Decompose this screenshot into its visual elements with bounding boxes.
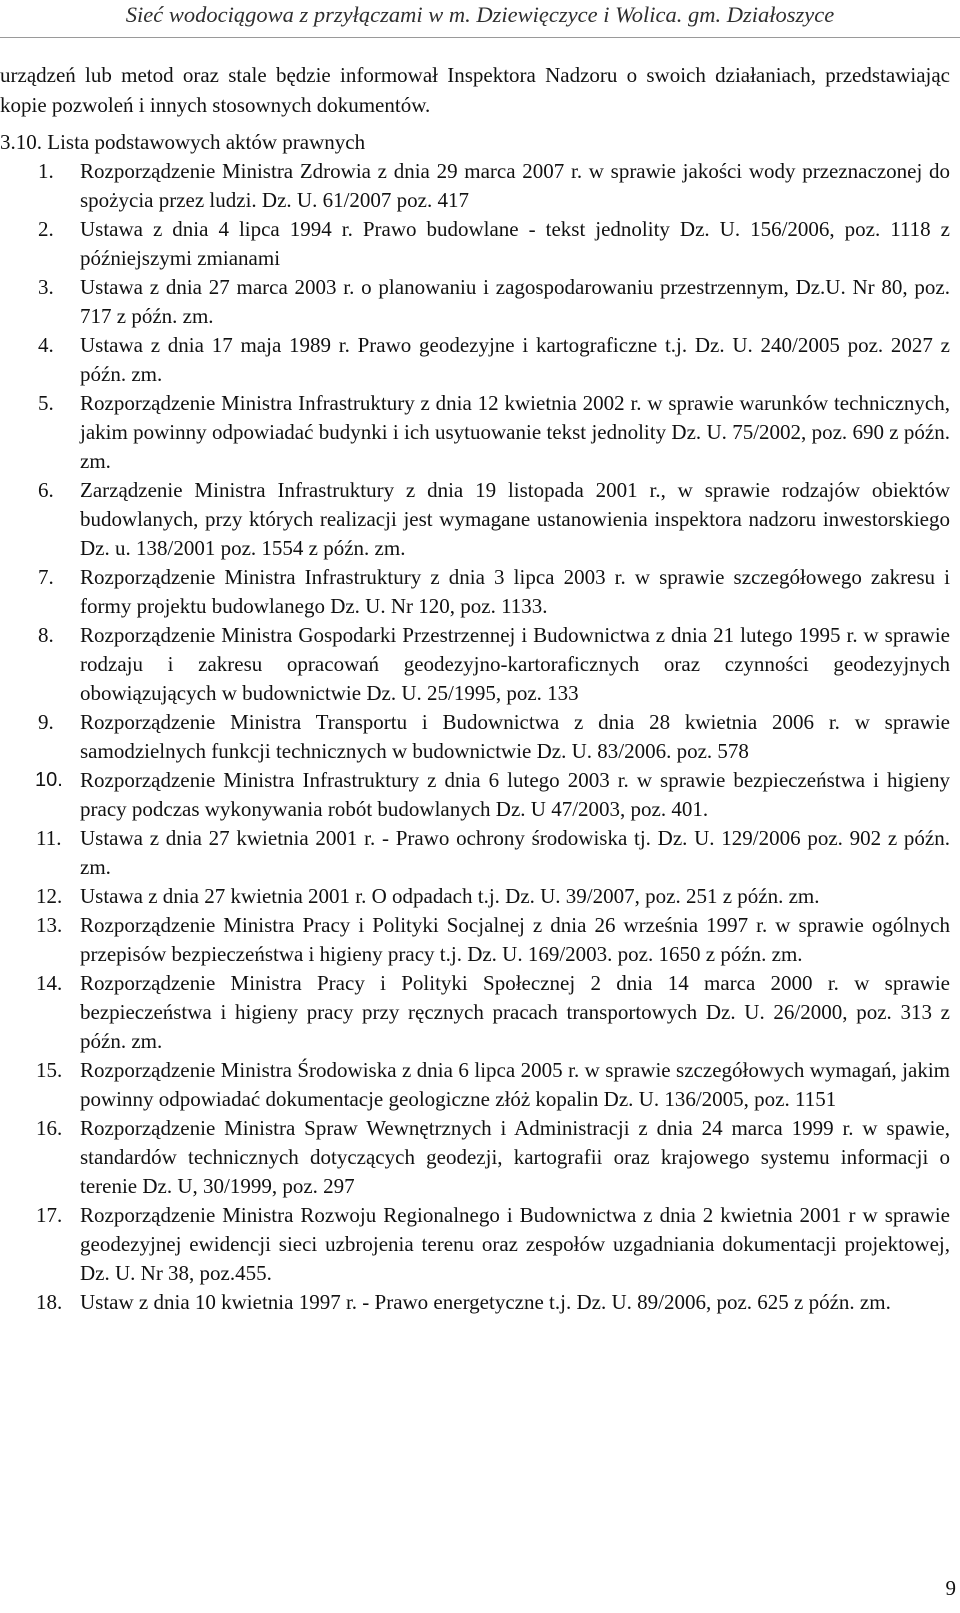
list-item-text: Rozporządzenie Ministra Gospodarki Przestrzennej i Budownictwa z dnia 21 lutego 1995 r. w sprawie rodzaju i zakresu opracowań geodezyjno-kartoraficznych oraz czynności geodezyjnych obowiązujących w budownictwie Dz. U. 25/1995, poz. 133	[80, 623, 950, 705]
list-item-number: 14.	[36, 971, 63, 995]
list-item-text: Rozporządzenie Ministra Infrastruktury z dnia 12 kwietnia 2002 r. w sprawie warunków technicznych, jakim powinny odpowiadać budynki i ich usytuowanie tekst jednolity Dz. U. 75/2002, poz. 690 z późn. zm.	[80, 391, 950, 473]
list-item-text: Rozporządzenie Ministra Pracy i Polityki Społecznej 2 dnia 14 marca 2000 r. w sprawie bezpieczeństwa i higieny pracy przy ręcznych pracach transportowych Dz. U. 26/2000, poz. 313 z późn. zm.	[80, 971, 950, 1053]
list-item	[0, 331, 950, 389]
header-title: Sieć wodociągowa z przyłączami w m. Dziewięczyce i Wolica. gm. Działoszyce	[125, 2, 835, 27]
list-item	[0, 273, 950, 331]
list-item-text: Rozporządzenie Ministra Transportu i Budownictwa z dnia 28 kwietnia 2006 r. w sprawie samodzielnych funkcji technicznych w budownictwie Dz. U. 83/2006. poz. 578	[80, 710, 950, 763]
list-item-text: Rozporządzenie Ministra Pracy i Polityki Socjalnej z dnia 26 września 1997 r. w sprawie ogólnych przepisów bezpieczeństwa i higieny pracy t.j. Dz. U. 169/2003. poz. 1650 z późn. zm.	[80, 913, 950, 966]
list-item-number: 8.	[38, 623, 54, 647]
list-item-text: Zarządzenie Ministra Infrastruktury z dnia 19 listopada 2001 r., w sprawie rodzajów obiektów budowlanych, przy których realizacji jest wymagane ustanowienia inspektora nadzoru inwestorskiego Dz. u. 138/2001 poz. 1554 z późn. zm.	[80, 478, 950, 560]
list-item-number: 18.	[36, 1290, 63, 1314]
list-item	[0, 1114, 950, 1201]
list-item-number: 13.	[36, 913, 63, 937]
list-item-number: 9.	[38, 710, 54, 734]
list-item	[0, 215, 950, 273]
list-item	[0, 563, 950, 621]
list-item-number: 16.	[36, 1116, 63, 1140]
list-item-text: Rozporządzenie Ministra Infrastruktury z dnia 6 lutego 2003 r. w sprawie bezpieczeństwa i higieny pracy podczas wykonywania robót budowlanych Dz. U 47/2003, poz. 401.	[80, 768, 950, 821]
page-header	[0, 0, 960, 36]
list-item-text: Ustawa z dnia 4 lipca 1994 r. Prawo budowlane - tekst jednolity Dz. U. 156/2006, poz. 1118 z późniejszymi zmianami	[80, 217, 950, 270]
list-item-number: 1.	[38, 159, 54, 183]
list-item	[0, 1201, 950, 1288]
document-body	[0, 60, 960, 1317]
list-item-number: 6.	[38, 478, 54, 502]
header-rule	[0, 37, 960, 38]
list-item	[0, 911, 950, 969]
list-item	[0, 1056, 950, 1114]
page-number: 9	[945, 1576, 956, 1600]
list-item-text: Ustawa z dnia 27 marca 2003 r. o planowaniu i zagospodarowaniu przestrzennym, Dz.U. Nr 80, poz. 717 z późn. zm.	[80, 275, 950, 328]
list-item-number: 3.	[38, 275, 54, 299]
list-item-text: Rozporządzenie Ministra Zdrowia z dnia 29 marca 2007 r. w sprawie jakości wody przeznaczonej do spożycia przez ludzi. Dz. U. 61/2007 poz. 417	[80, 159, 950, 212]
list-item-number: 7.	[38, 565, 54, 589]
list-item-number: 12.	[36, 884, 63, 908]
list-item	[0, 824, 950, 882]
list-item-text: Ustawa z dnia 27 kwietnia 2001 r. O odpadach t.j. Dz. U. 39/2007, poz. 251 z późn. zm.	[80, 884, 820, 908]
list-item	[0, 157, 950, 215]
list-item	[0, 882, 950, 911]
list-item	[0, 389, 950, 476]
list-item-text: Rozporządzenie Ministra Środowiska z dnia 6 lipca 2005 r. w sprawie szczegółowych wymagań, jakim powinny odpowiadać dokumentacje geologiczne złóż kopalin Dz. U. 136/2005, poz. 1151	[80, 1058, 950, 1111]
intro-paragraph: urządzeń lub metod oraz stale będzie informował Inspektora Nadzoru o swoich działaniach, przedstawiając kopie pozwoleń i innych stosownych dokumentów.	[0, 63, 950, 117]
list-item	[0, 766, 950, 824]
list-item-number: 5.	[38, 391, 54, 415]
list-item-text: Rozporządzenie Ministra Infrastruktury z dnia 3 lipca 2003 r. w sprawie szczegółowego zakresu i formy projektu budowlanego Dz. U. Nr 120, poz. 1133.	[80, 565, 950, 618]
list-item-text: Ustawa z dnia 17 maja 1989 r. Prawo geodezyjne i kartograficzne t.j. Dz. U. 240/2005 poz. 2027 z późn. zm.	[80, 333, 950, 386]
section-title: 3.10. Lista podstawowych aktów prawnych	[0, 130, 366, 154]
list-item	[0, 708, 950, 766]
list-item	[0, 1288, 950, 1317]
list-item-text: Rozporządzenie Ministra Rozwoju Regionalnego i Budownictwa z dnia 2 kwietnia 2001 r w sprawie geodezyjnej ewidencji sieci uzbrojenia terenu oraz zespołów uzgadniania dokumentacji projektowej, Dz. U. Nr 38, poz.455.	[80, 1203, 950, 1285]
list-item	[0, 476, 950, 563]
list-item-number: 4.	[38, 333, 54, 357]
list-item-text: Rozporządzenie Ministra Spraw Wewnętrznych i Administracji z dnia 24 marca 1999 r. w spawie, standardów technicznych dotyczących geodezji, kartografii oraz krajowego systemu informacji o terenie Dz. U, 30/1999, poz. 297	[80, 1116, 950, 1198]
list-item	[0, 969, 950, 1056]
list-item-text: Ustaw z dnia 10 kwietnia 1997 r. - Prawo energetyczne t.j. Dz. U. 89/2006, poz. 625 z późn. zm.	[80, 1290, 891, 1314]
list-item-number: 15.	[36, 1058, 63, 1082]
legal-acts-list	[0, 157, 960, 1317]
list-item-text: Ustawa z dnia 27 kwietnia 2001 r. - Prawo ochrony środowiska tj. Dz. U. 129/2006 poz. 902 z późn. zm.	[80, 826, 950, 879]
list-item	[0, 621, 950, 708]
list-item-number: 2.	[38, 217, 54, 241]
list-item-number: 17.	[36, 1203, 63, 1227]
list-item-number: 11.	[36, 826, 62, 850]
list-item-number: 10.	[35, 769, 63, 791]
